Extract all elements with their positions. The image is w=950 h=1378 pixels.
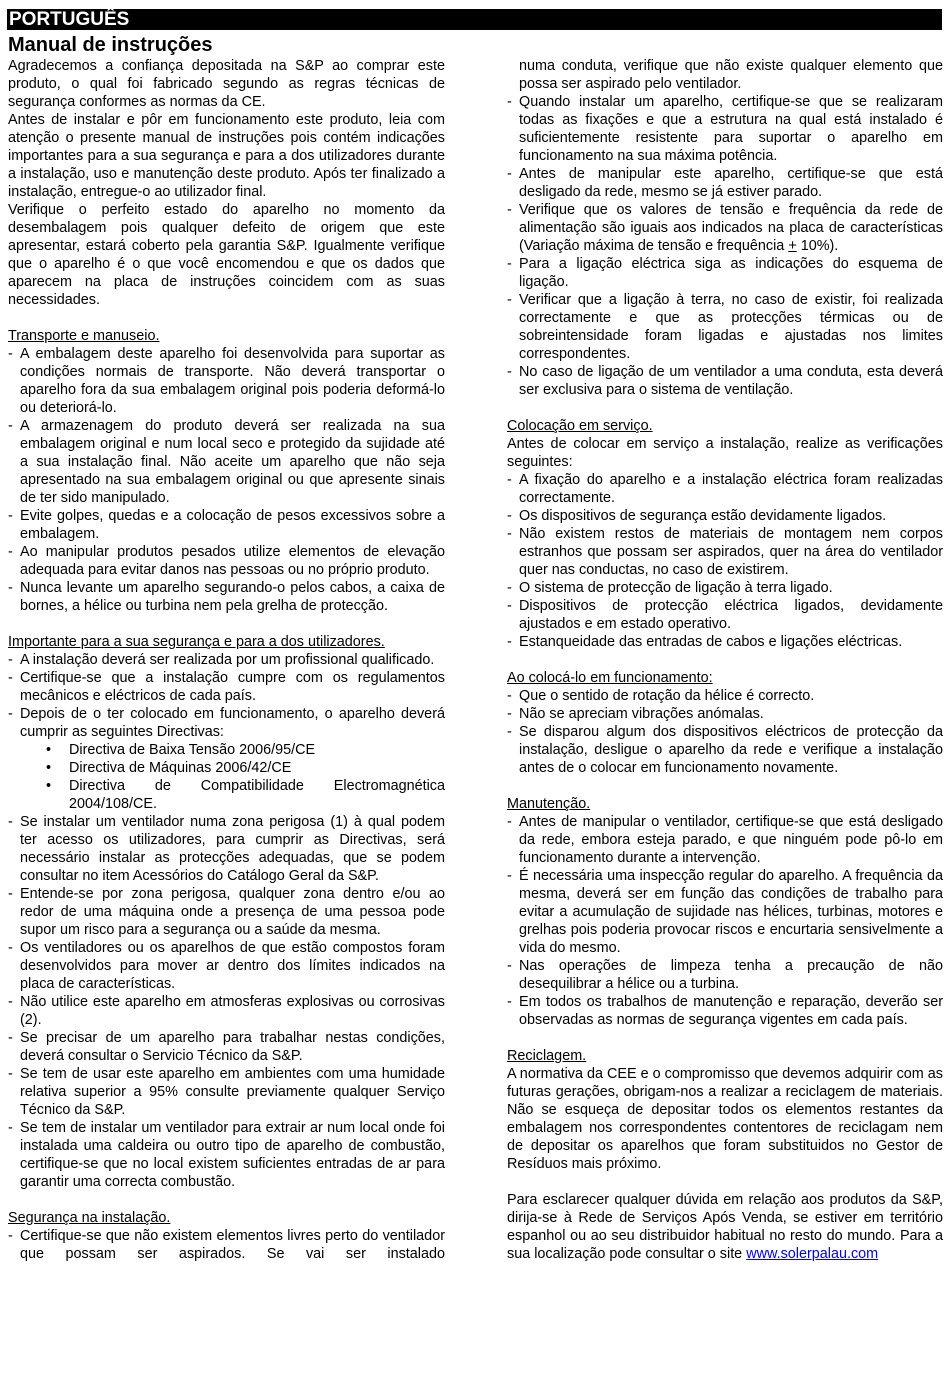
list-item: - Certifique-se que não existem elementos livres perto do ventilador que possam ser aspirados. Se vai ser instalado xyxy=(8,1227,445,1263)
plus-minus-symbol: + xyxy=(788,238,797,254)
list-item: - Verificar que a ligação à terra, no caso de existir, foi realizada correctamente e que as protecções térmicas ou de sobreintensidade foram ligadas e ajustadas nos limites correspondentes. xyxy=(507,291,943,363)
list-item xyxy=(507,201,943,255)
list-item: - Se disparou algum dos dispositivos eléctricos de protecção da instalação, desligue o aparelho da rede e verifique a instalação antes de o colocar em funcionamento novamente. xyxy=(507,723,943,777)
left-column xyxy=(8,57,445,1263)
directive-item: • Directiva de Compatibilidade Electromagnética 2004/108/CE. xyxy=(8,777,445,813)
list-item: - Não utilice este aparelho em atmosferas explosivas ou corrosivas (2). xyxy=(8,993,445,1029)
list-item: - Os ventiladores ou os aparelhos de que estão compostos foram desenvolvidos para mover ar dentro dos límites indicados na placa de características. xyxy=(8,939,445,993)
list-item: - O sistema de protecção de ligação à terra ligado. xyxy=(507,579,943,597)
list-item: - Os dispositivos de segurança estão devidamente ligados. xyxy=(507,507,943,525)
right-column xyxy=(507,57,943,1263)
section-heading-commissioning: Colocação em serviço. xyxy=(507,418,653,434)
list-item: - Se tem de usar este aparelho em ambientes com uma humidade relativa superior a 95% consulte previamente qualquer Serviço Técnico da S&P. xyxy=(8,1065,445,1119)
list-item: - Se instalar um ventilador numa zona perigosa (1) à qual podem ter acesso os utilizadores, para cumprir as Directivas, será necessário instalar as protecções adequadas, que se podem consultar no item Acessórios do Catálogo Geral da S&P. xyxy=(8,813,445,885)
list-item: - Evite golpes, quedas e a colocação de pesos excessivos sobre a embalagem. xyxy=(8,507,445,543)
recycling-paragraph: A normativa da CEE e o compromisso que devemos adquirir com as futuras gerações, obrigam-nos a realizar a reciclagem de materiais. Não se esqueça de depositar todos os elementos restantes da embalagem nos correspondentes contentores de reciclagam nem de depositar os aparelhos que foram substituidos no Gestor de Resíduos mais próximo. xyxy=(507,1066,943,1172)
intro-paragraph: Verifique o perfeito estado do aparelho no momento da desembalagem pois qualquer defeito de origem que este apresentar, estará coberto pela garantia S&P. Igualmente verifique que o aparelho é o que você encomendou e que os dados que aparecem na placa de instruções coincidem com as suas necessidades. xyxy=(8,202,445,308)
list-item: - No caso de ligação de um ventilador a uma conduta, esta deverá ser exclusiva para o sistema de ventilação. xyxy=(507,363,943,399)
list-item: - Se precisar de um aparelho para trabalhar nestas condições, deverá consultar o Servicio Técnico da S&P. xyxy=(8,1029,445,1065)
list-item: - Estanqueidade das entradas de cabos e ligações eléctricas. xyxy=(507,633,943,651)
document-title: Manual de instruções xyxy=(8,34,213,56)
contact-paragraph xyxy=(507,1191,943,1263)
list-item: - Nas operações de limpeza tenha a precaução de não desequilibrar a hélice ou a turbina. xyxy=(507,957,943,993)
list-item: - A fixação do aparelho e a instalação eléctrica foram realizadas correctamente. xyxy=(507,471,943,507)
list-item: - Depois de o ter colocado em funcionamento, o aparelho deverá cumprir as seguintes Directivas: xyxy=(8,705,445,741)
list-item: - Que o sentido de rotação da hélice é correcto. xyxy=(507,687,943,705)
website-link[interactable]: www.solerpalau.com xyxy=(746,1246,879,1262)
list-item: - Quando instalar um aparelho, certifique-se que se realizaram todas as fixações e que a estrutura na qual está instalado é suficientemente resistente para suportar o aparelho em funcionamento na sua máxima potência. xyxy=(507,93,943,165)
list-item: - Não se apreciam vibrações anómalas. xyxy=(507,705,943,723)
section-heading-operation: Ao colocá-lo em funcionamento: xyxy=(507,670,713,686)
list-item: - A embalagem deste aparelho foi desenvolvida para suportar as condições normais de transporte. Não deverá transportar o aparelho fora da sua embalagem original pois poderia deformá-lo ou deteriorá-lo. xyxy=(8,345,445,417)
voltage-text-end: 10%). xyxy=(796,238,839,254)
intro-paragraph: Agradecemos a confiança depositada na S&P ao comprar este produto, o qual foi fabricado segundo as regras técnicas de segurança conformes as normas da CE. xyxy=(8,58,445,110)
language-header: PORTUGUÊS xyxy=(7,9,942,30)
section-heading-recycling: Reciclagem. xyxy=(507,1048,587,1064)
list-item: - Ao manipular produtos pesados utilize elementos de elevação adequada para evitar danos nas pessoas ou no próprio produto. xyxy=(8,543,445,579)
section-heading-safety: Importante para a sua segurança e para a dos utilizadores. xyxy=(8,634,385,650)
list-item: - A instalação deverá ser realizada por um profissional qualificado. xyxy=(8,651,445,669)
list-item: - Nunca levante um aparelho segurando-o pelos cabos, a caixa de bornes, a hélice ou turbina nem pela grelha de protecção. xyxy=(8,579,445,615)
section-heading-transport: Transporte e manuseio. xyxy=(8,328,160,344)
section-heading-maintenance: Manutenção. xyxy=(507,796,591,812)
list-item: - Dispositivos de protecção eléctrica ligados, devidamente ajustados e em estado operativo. xyxy=(507,597,943,633)
list-item: - Se tem de instalar um ventilador para extrair ar num local onde foi instalada uma caldeira ou outro tipo de aparelho de combustão, certifique-se que no local existem suficientes entradas de ar para garantir uma correcta combustão. xyxy=(8,1119,445,1191)
directive-item: • Directiva de Baixa Tensão 2006/95/CE xyxy=(8,741,445,759)
contact-text: Para esclarecer qualquer dúvida em relação aos produtos da S&P, dirija-se à Rede de Serviços Após Venda, se estiver em território espanhol ou ao seu distribuidor habitual no resto do mundo. Para a sua localização pode consultar o site xyxy=(507,1192,943,1262)
list-item: - Antes de manipular o ventilador, certifique-se que está desligado da rede, embora esteja parado, e que ninguém pode pô-lo em funcionamento durante a intervenção. xyxy=(507,813,943,867)
list-item: - É necessária uma inspecção regular do aparelho. A frequência da mesma, deverá ser em função das condições de trabalho para evitar a acumulação de sujidade nas hélices, turbinas, motores e grelhas pois poderia provocar riscos e encurtaria sensivelmente a vida do mesmo. xyxy=(507,867,943,957)
list-item: - Entende-se por zona perigosa, qualquer zona dentro e/ou ao redor de uma máquina onde a presença de uma pessoa pode supor um risco para a segurança ou a saúde da mesma. xyxy=(8,885,445,939)
commissioning-intro: Antes de colocar em serviço a instalação, realize as verificações seguintes: xyxy=(507,436,943,470)
directive-item: • Directiva de Máquinas 2006/42/CE xyxy=(8,759,445,777)
intro-paragraph: Antes de instalar e pôr em funcionamento este produto, leia com atenção o presente manual de instruções pois contém indicações importantes para a sua segurança e para a dos utilizadores durante a instalação, uso e manutenção deste produto. Após ter finalizado a instalação, entregue-o ao utilizador final. xyxy=(8,112,445,200)
list-item: - Não existem restos de materiais de montagem nem corpos estranhos que possam ser aspirados, quer na área do ventilador quer nas conductas, no caso de existirem. xyxy=(507,525,943,579)
voltage-text: Verifique que os valores de tensão e frequência da rede de alimentação são iguais aos indicados na placa de características (Variação máxima de tensão e frequência xyxy=(519,202,943,254)
list-item: - Para a ligação eléctrica siga as indicações do esquema de ligação. xyxy=(507,255,943,291)
list-item: - Antes de manipular este aparelho, certifique-se que está desligado da rede, mesmo se já estiver parado. xyxy=(507,165,943,201)
list-item: - Em todos os trabalhos de manutenção e reparação, deverão ser observadas as normas de segurança vigentes em cada país. xyxy=(507,993,943,1029)
section-heading-install-safety: Segurança na instalação. xyxy=(8,1210,171,1226)
list-item: - A armazenagem do produto deverá ser realizada na sua embalagem original e num local seco e protegido da sujidade até a sua instalação final. Não aceite um aparelho que não seja apresentado na sua embalagem original ou que apresente sinais de ter sido manipulado. xyxy=(8,417,445,507)
list-item: - Certifique-se que a instalação cumpre com os regulamentos mecânicos e eléctricos de cada país. xyxy=(8,669,445,705)
list-item-continuation: numa conduta, verifique que não existe qualquer elemento que possa ser aspirado pelo ventilador. xyxy=(519,58,943,92)
